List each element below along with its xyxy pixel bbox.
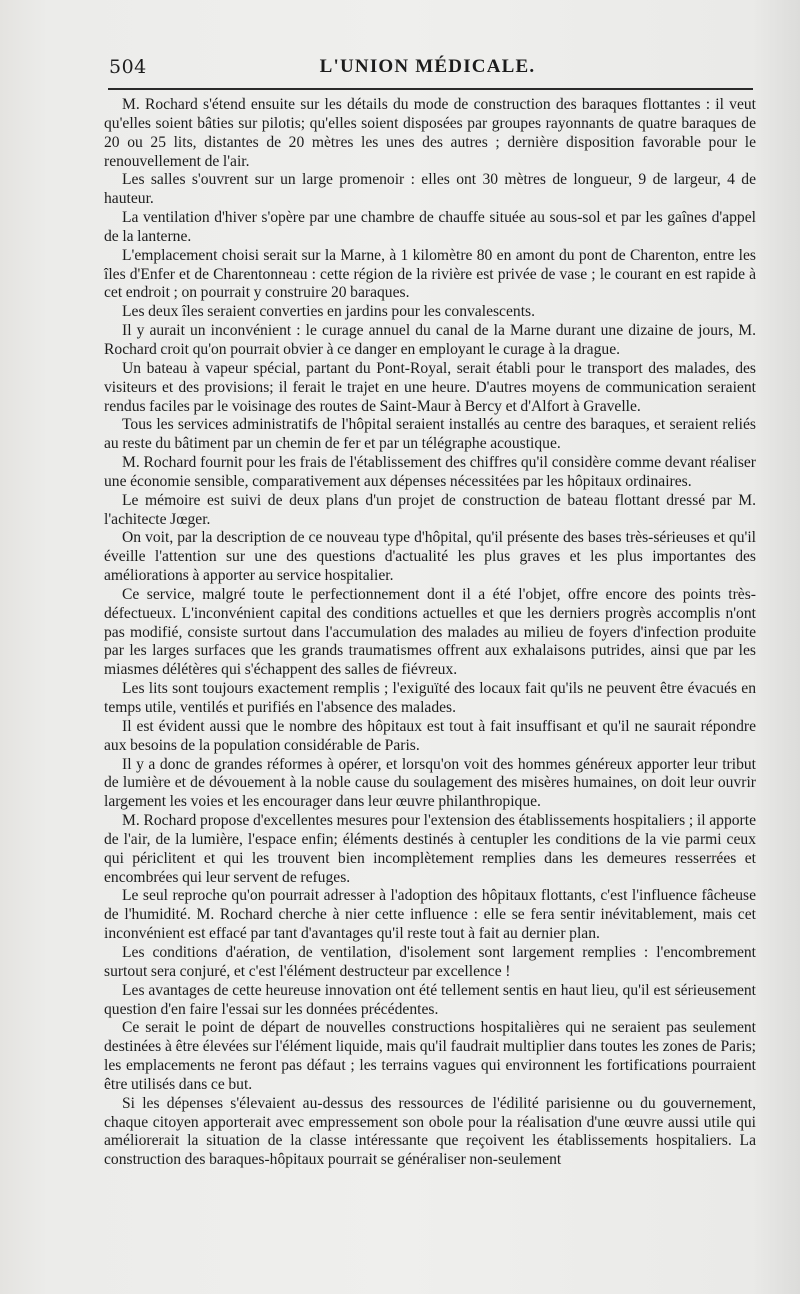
paragraph: Il est évident aussi que le nombre des hôpitaux est tout à fait insuffisant et qu'il ne saurait répondre aux besoins de la population considérable de Paris. [104, 717, 756, 754]
paragraph: Les conditions d'aération, de ventilation, d'isolement sont largement remplies : l'encombrement surtout sera conjuré, et c'est l'élément destructeur par excellence ! [104, 943, 756, 980]
paragraph: La ventilation d'hiver s'opère par une chambre de chauffe située au sous-sol et par les gaînes d'appel de la lanterne. [104, 209, 756, 245]
paragraph: Le seul reproche qu'on pourrait adresser à l'adoption des hôpitaux flottants, c'est l'influence fâcheuse de l'humidité. M. Rochard cherche à nier cette influence : elle se fera sentir inévitablement, mais cet inconvénient est effacé par tant d'avantages qu'il reste tout à fait au dernier plan. [104, 887, 756, 943]
paragraph: Le mémoire est suivi de deux plans d'un projet de construction de bateau flottant dressé par M. l'achitecte Jœger. [104, 491, 756, 528]
paragraph: M. Rochard s'étend ensuite sur les détails du mode de construction des baraques flottantes : il veut qu'elles soient bâties sur pilotis; qu'elles soient disposées par groupes rayonnants de quatre baraques de 20 ou 25 lits, distantes de 20 mètres les unes des autres ; dernière disposition favorable pour le renouvellement de l'air. [104, 96, 756, 170]
paragraph: Il y aurait un inconvénient : le curage annuel du canal de la Marne durant une dizaine de jours, M. Rochard croit qu'on pourrait obvier à ce danger en employant le curage à la drague. [104, 322, 756, 358]
paragraph: M. Rochard fournit pour les frais de l'établissement des chiffres qu'il considère comme devant réaliser une économie sensible, comparativement aux dépenses nécessitées par les hôpitaux ordinaires. [104, 454, 756, 490]
paragraph: Les lits sont toujours exactement remplis ; l'exiguïté des locaux fait qu'ils ne peuvent être évacués en temps utile, ventilés et purifiés en l'absence des malades. [104, 680, 756, 716]
paragraph: Les deux îles seraient converties en jardins pour les convalescents. [122, 303, 535, 321]
paragraph: Ce serait le point de départ de nouvelles constructions hospitalières qui ne seraient pas seulement destinées à être élevées sur l'élément liquide, mais qu'il faudrait multiplier dans toutes les zones de Paris; les emplacements ne feront pas défaut ; les terrains vagues qui environnent les fortifications pourraient être utilisés dans ce but. [104, 1019, 756, 1093]
paragraph: On voit, par la description de ce nouveau type d'hôpital, qu'il présente des bases très-sérieuses et qu'il éveille l'attention sur une des questions d'actualité les plus graves et les plus importantes des améliorations à apporter au service hospitalier. [104, 529, 756, 585]
running-head [105, 54, 750, 84]
paragraph: Un bateau à vapeur spécial, partant du Pont-Royal, serait établi pour le transport des malades, des visiteurs et des provisions; il ferait le trajet en une heure. D'autres moyens de communication seraient rendus faciles par le voisinage des routes de Saint-Maur à Bercy et d'Alfort à Gravelle. [104, 359, 756, 415]
paragraph: L'emplacement choisi serait sur la Marne, à 1 kilomètre 80 en amont du pont de Charenton, entre les îles d'Enfer et de Charentonneau : cette région de la rivière est privée de vase ; le courant en est rapide à cet endroit ; on pourrait y construire 20 baraques. [104, 246, 756, 302]
paragraph: Ce service, malgré toute le perfectionnement dont il a été l'objet, offre encore des points très-défectueux. L'inconvénient capital des conditions actuelles et que les derniers progrès accomplis n'ont pas modifié, consiste surtout dans l'accumulation des malades au milieu de foyers d'infection produite par les larges surfaces que les grands traumatismes offrent aux exhalaisons putrides, ainsi que par les miasmes délétères qui s'échappent des salles de fiévreux. [104, 585, 756, 679]
paragraph: Les avantages de cette heureuse innovation ont été tellement sentis en haut lieu, qu'il est sérieusement question d'en faire l'essai sur les données précédentes. [104, 981, 756, 1018]
header-rule [108, 88, 753, 90]
paragraph: Si les dépenses s'élevaient au-dessus des ressources de l'édilité parisienne ou du gouvernement, chaque citoyen apporterait avec empressement son obole pour la réalisation d'une œuvre aussi utile qui améliorerait la situation de la classe intéressante que reçoivent les établissements hospitaliers. La construction des baraques-hôpitaux pourrait se généraliser non-seulement [104, 1094, 756, 1169]
journal-title: L'UNION MÉDICALE. [319, 56, 536, 77]
paragraph: Il y a donc de grandes réformes à opérer, et lorsqu'on voit des hommes généreux apporter leur tribut de lumière et de dévouement à la noble cause du soulagement des misères humaines, on doit leur ouvrir largement les voies et les encourager dans leur œuvre philanthropique. [104, 755, 756, 811]
paragraph: Tous les services administratifs de l'hôpital seraient installés au centre des baraques, et seraient reliés au reste du bâtiment par un chemin de fer et par un télégraphe acoustique. [104, 416, 756, 453]
paragraph: Les salles s'ouvrent sur un large promenoir : elles ont 30 mètres de longueur, 9 de largeur, 4 de hauteur. [104, 171, 756, 208]
article-body [104, 96, 756, 1170]
page-number: 504 [109, 56, 147, 78]
paragraph: M. Rochard propose d'excellentes mesures pour l'extension des établissements hospitaliers ; il apporte de l'air, de la lumière, l'espace enfin; éléments destinés à centupler les conditions de la vie parmi ceux qui périclitent et qui les trouvent bien incomplètement remplies dans les demeures resserrées et encombrées qui leur servent de refuges. [104, 812, 756, 886]
